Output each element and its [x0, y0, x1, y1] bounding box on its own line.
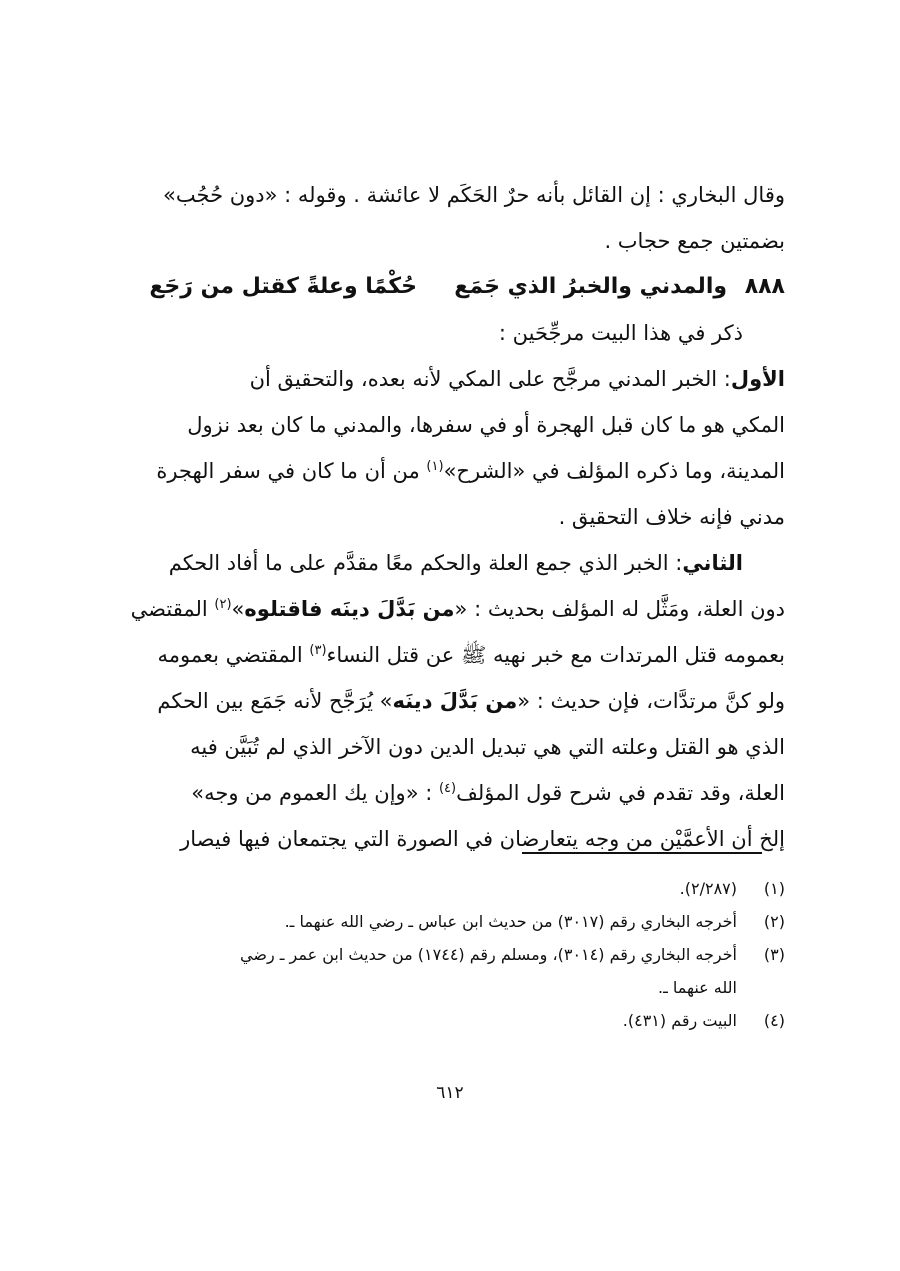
- footnote-number: (٢): [763, 912, 785, 931]
- verse-number: ٨٨٨: [744, 274, 785, 299]
- verse-hemistich-first: والمدني والخبرُ الذي جَمَع: [454, 274, 728, 299]
- text-line: المدينة، وما ذكره المؤلف في «الشرح»$^{(١)}$ من أن ما كان في سفر الهجرة: [156, 459, 785, 483]
- footnote-item: [105, 872, 785, 905]
- footnote-number: (٣): [763, 945, 785, 964]
- footnote-number: (٤): [763, 1011, 785, 1030]
- footnote-separator: [522, 852, 762, 854]
- text-line: الأول: الخبر المدني مرجَّح على المكي لأنه بعده، والتحقيق أن: [249, 367, 785, 391]
- poem-verse: [115, 264, 785, 310]
- text-line: الذي هو القتل وعلته التي هي تبديل الدين دون الآخر الذي لم تُبَيَّن فيه: [190, 735, 785, 759]
- text-line: دون العلة، ومَثَّل له المؤلف بحديث : «من بَدَّلَ دينَه فاقتلوه»$^{(٢)}$ المقتضي: [130, 597, 785, 621]
- section-label-second: الثاني: [682, 551, 743, 575]
- text-line: مدني فإنه خلاف التحقيق .: [558, 505, 785, 529]
- verse-hemistich-second: حُكْمًا وعلةً كقتل من رَجَع: [149, 274, 417, 299]
- text-line: إلخ أن الأعمَّيْن من وجه يتعارضان في الصورة التي يجتمعان فيها فيصار: [180, 827, 785, 851]
- text-line: العلة، وقد تقدم في شرح قول المؤلف$^{(٤)}$ : «وإن يك العموم من وجه»: [191, 781, 785, 805]
- footnote-text: البيت رقم (٤٣١).: [622, 1011, 737, 1030]
- hadith-quote: من بَدَّلَ دينَه: [392, 689, 518, 713]
- text-line: ولو كنَّ مرتدَّات، فإن حديث : «من بَدَّلَ دينَه» يُرَجَّح لأنه جَمَع بين الحكم: [157, 689, 785, 713]
- footnote-item: [105, 938, 785, 971]
- footnote-continuation: الله عنهما ـ.: [657, 978, 737, 997]
- footnote-ref: (٢): [214, 597, 232, 612]
- footnote-ref: (٣): [309, 643, 327, 658]
- text-line: بضمتين جمع حجاب .: [604, 229, 785, 253]
- main-text: [115, 172, 785, 862]
- footnote-ref: (٤): [438, 781, 457, 796]
- page-number: ٦١٢: [436, 1083, 464, 1103]
- footnote-item: [105, 905, 785, 938]
- footnotes: [105, 872, 785, 1037]
- footnote-text: (٢/٢٨٧).: [679, 879, 737, 898]
- text-line: الثاني: الخبر الذي جمع العلة والحكم معًا مقدَّم على ما أفاد الحكم: [168, 551, 743, 575]
- text-line: وقال البخاري : إن القائل بأنه حرٌ الحَكَم لا عائشة . وقوله : «دون حُجُب»: [163, 183, 785, 207]
- footnote-item: [105, 1004, 785, 1037]
- text-line: بعمومه قتل المرتدات مع خبر نهيه ﷺ عن قتل النساء$^{(٣)}$ المقتضي بعمومه: [157, 643, 785, 667]
- text-line: ذكر في هذا البيت مرجِّحَين :: [498, 321, 743, 345]
- footnote-ref: (١): [426, 459, 444, 474]
- footnote-text: أخرجه البخاري رقم (٣٠١٤)، ومسلم رقم (١٧٤٤) من حديث ابن عمر ـ رضي: [240, 945, 737, 964]
- hadith-quote: من بَدَّلَ دينَه فاقتلوه: [244, 597, 455, 621]
- footnote-number: (١): [763, 879, 785, 898]
- section-label-first: الأول: [730, 367, 785, 391]
- text-line: المكي هو ما كان قبل الهجرة أو في سفرها، والمدني ما كان بعد نزول: [187, 413, 785, 437]
- footnote-text: أخرجه البخاري رقم (٣٠١٧) من حديث ابن عباس ـ رضي الله عنهما ـ.: [284, 912, 737, 931]
